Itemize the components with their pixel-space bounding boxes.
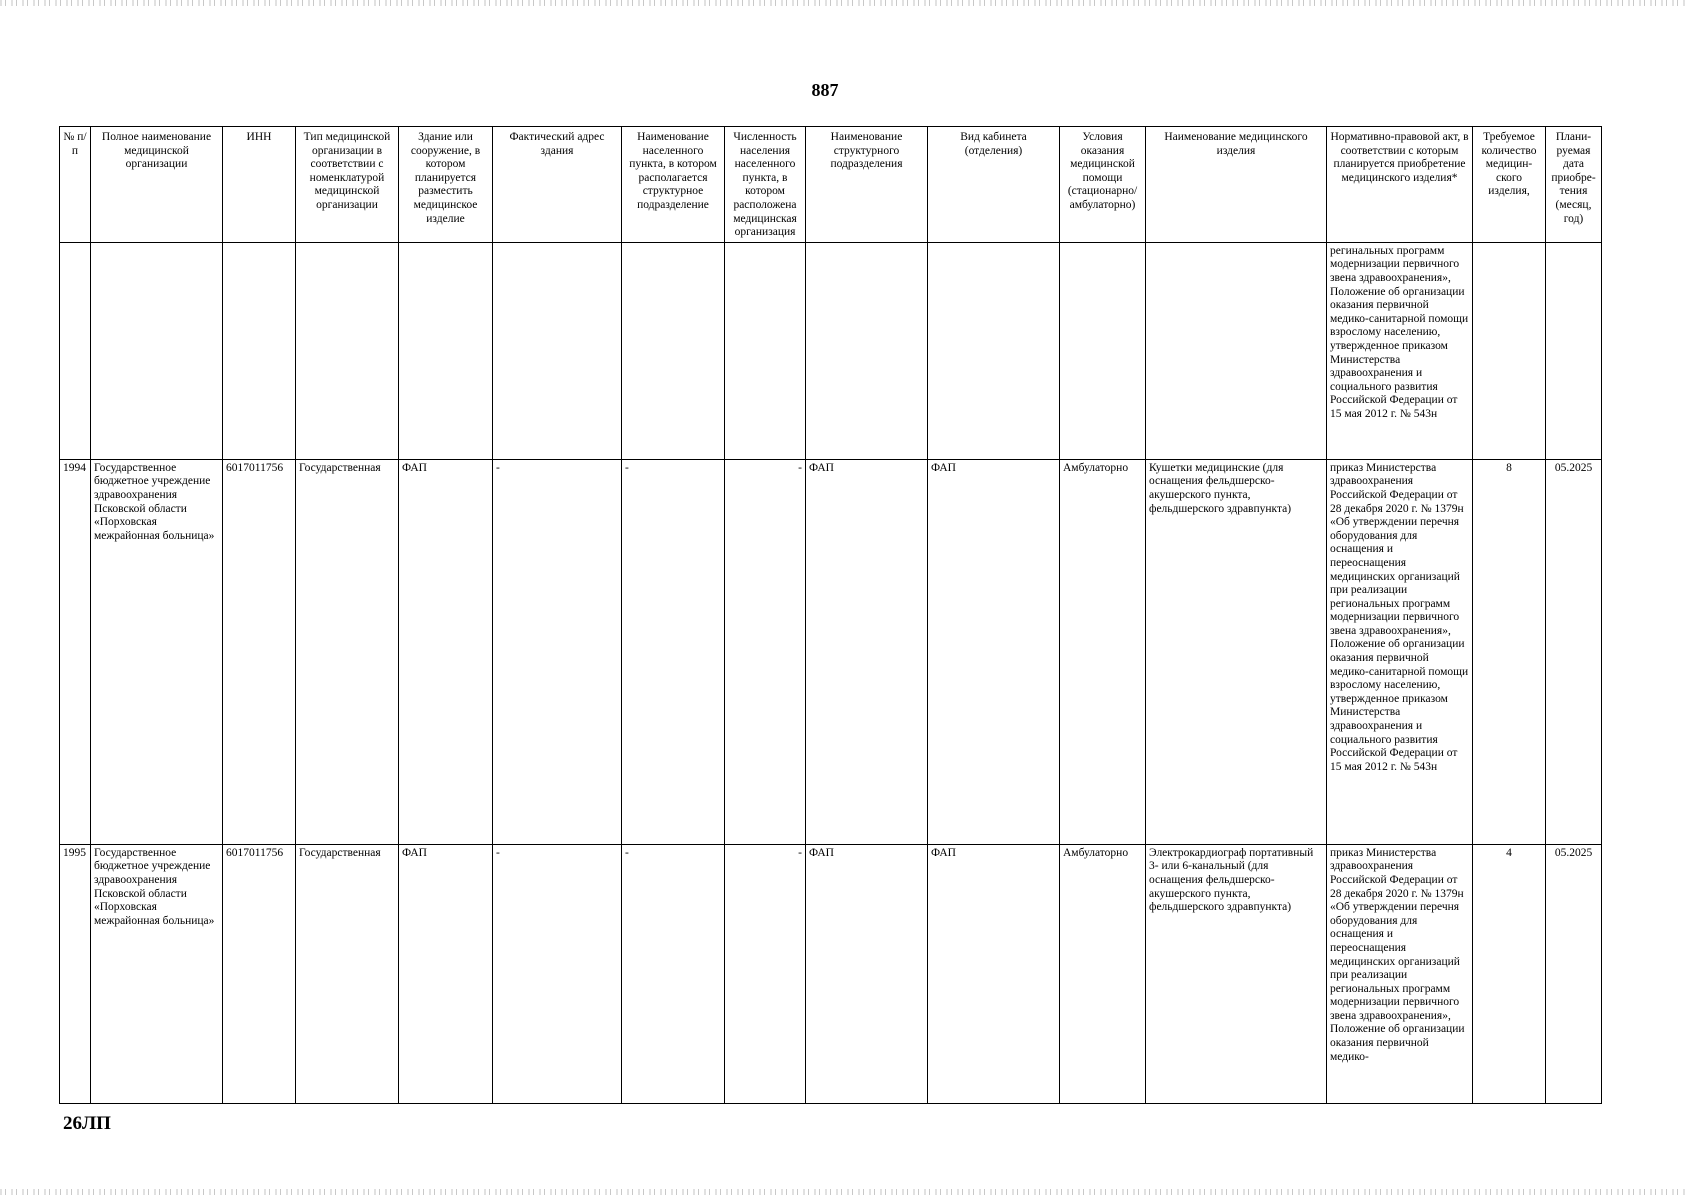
cabinet-cell: ФАП [928, 459, 1060, 844]
page-number: 887 [811, 80, 839, 100]
empty-cell [399, 242, 493, 459]
row-number-cell: 1995 [60, 844, 91, 1103]
empty-cell [806, 242, 928, 459]
header-cell: Наименование медицинского изделия [1146, 127, 1327, 243]
header-cell: ИНН [223, 127, 296, 243]
cabinet-cell: ФАП [928, 844, 1060, 1103]
empty-cell [725, 242, 806, 459]
population-cell: - [725, 844, 806, 1103]
device-cell: Кушетки медицинские (для оснащения фельдшерско-акушерского пункта, фельдшерского здравпункта) [1146, 459, 1327, 844]
inn-cell: 6017011756 [223, 844, 296, 1103]
conditions-cell: Амбулаторно [1060, 844, 1146, 1103]
continuation-row [60, 242, 1602, 459]
empty-cell [1546, 242, 1602, 459]
address-cell: - [493, 844, 622, 1103]
legal-act-cell: приказ Министерства здравоохранения Российской Федерации от 28 декабря 2020 г. № 1379н «Об утверждении перечня оборудования для оснащения и переоснащения медицинских организаций при реализации региональных программ модернизации первичного звена здравоохранения», Положение об организации оказания первичной медико-санитарной помощи взрослому населению, утвержденное приказом Министерства здравоохранения и социального развития Российской Федерации от 15 мая 2012 г. № 543н [1327, 459, 1473, 844]
quantity-cell: 8 [1473, 459, 1546, 844]
header-cell: Плани-руемая дата приобре-тения (месяц, год) [1546, 127, 1602, 243]
device-cell: Электрокардиограф портативный 3- или 6-канальный (для оснащения фельдшерско-акушерского пункта, фельдшерского здравпункта) [1146, 844, 1327, 1103]
scan-edge-top [0, 0, 1686, 6]
empty-cell [91, 242, 223, 459]
header-cell: № п/п [60, 127, 91, 243]
empty-cell [1146, 242, 1327, 459]
address-cell: - [493, 459, 622, 844]
empty-cell [60, 242, 91, 459]
medical-device-register-table [59, 126, 1602, 1104]
table-row [60, 459, 1602, 844]
subdivision-cell: ФАП [806, 844, 928, 1103]
header-cell: Наименование населенного пункта, в котором располагается структурное подразделение [622, 127, 725, 243]
conditions-cell: Амбулаторно [1060, 459, 1146, 844]
table-row [60, 844, 1602, 1103]
empty-cell [223, 242, 296, 459]
header-cell: Условия оказания медицинской помощи (стационарно/ амбулаторно) [1060, 127, 1146, 243]
building-cell: ФАП [399, 844, 493, 1103]
header-cell: Здание или сооружение, в котором планируется разместить медицинское изделие [399, 127, 493, 243]
header-cell: Вид кабинета (отделения) [928, 127, 1060, 243]
settlement-cell: - [622, 459, 725, 844]
empty-cell [1060, 242, 1146, 459]
subdivision-cell: ФАП [806, 459, 928, 844]
empty-cell [493, 242, 622, 459]
empty-cell [928, 242, 1060, 459]
organization-cell: Государственное бюджетное учреждение здравоохранения Псковской области «Порховская межрайонная больница» [91, 459, 223, 844]
header-cell: Полное наименование медицинской организации [91, 127, 223, 243]
footer-mark: 26ЛП [63, 1113, 111, 1134]
organization-cell: Государственное бюджетное учреждение здравоохранения Псковской области «Порховская межрайонная больница» [91, 844, 223, 1103]
scan-edge-bottom [0, 1189, 1686, 1195]
org-type-cell: Государственная [296, 459, 399, 844]
row-number-cell: 1994 [60, 459, 91, 844]
building-cell: ФАП [399, 459, 493, 844]
settlement-cell: - [622, 844, 725, 1103]
population-cell: - [725, 459, 806, 844]
empty-cell [296, 242, 399, 459]
legal-act-continuation-cell: регинальных программ модернизации первичного звена здравоохранения», Положение об организации оказания первичной медико-санитарной помощи взрослому населению, утвержденное приказом Министерства здравоохранения и социального развития Российской Федерации от 15 мая 2012 г. № 543н [1327, 242, 1473, 459]
header-cell: Численность населения населенного пункта, в котором расположена медицинская организация [725, 127, 806, 243]
org-type-cell: Государственная [296, 844, 399, 1103]
header-cell: Фактический адрес здания [493, 127, 622, 243]
inn-cell: 6017011756 [223, 459, 296, 844]
header-cell: Требуемое количество медицин-ского изделия, [1473, 127, 1546, 243]
date-cell: 05.2025 [1546, 459, 1602, 844]
header-cell: Наименование структурного подразделения [806, 127, 928, 243]
header-cell: Тип медицинской организации в соответствии с номенклатурой медицинской организации [296, 127, 399, 243]
date-cell: 05.2025 [1546, 844, 1602, 1103]
empty-cell [1473, 242, 1546, 459]
table-header-row [60, 127, 1602, 243]
legal-act-cell: приказ Министерства здравоохранения Российской Федерации от 28 декабря 2020 г. № 1379н «Об утверждении перечня оборудования для оснащения и переоснащения медицинских организаций при реализации региональных программ модернизации первичного звена здравоохранения», Положение об организации оказания первичной медико- [1327, 844, 1473, 1103]
quantity-cell: 4 [1473, 844, 1546, 1103]
header-cell: Нормативно-правовой акт, в соответствии с которым планируется приобретение медицинского изделия* [1327, 127, 1473, 243]
empty-cell [622, 242, 725, 459]
